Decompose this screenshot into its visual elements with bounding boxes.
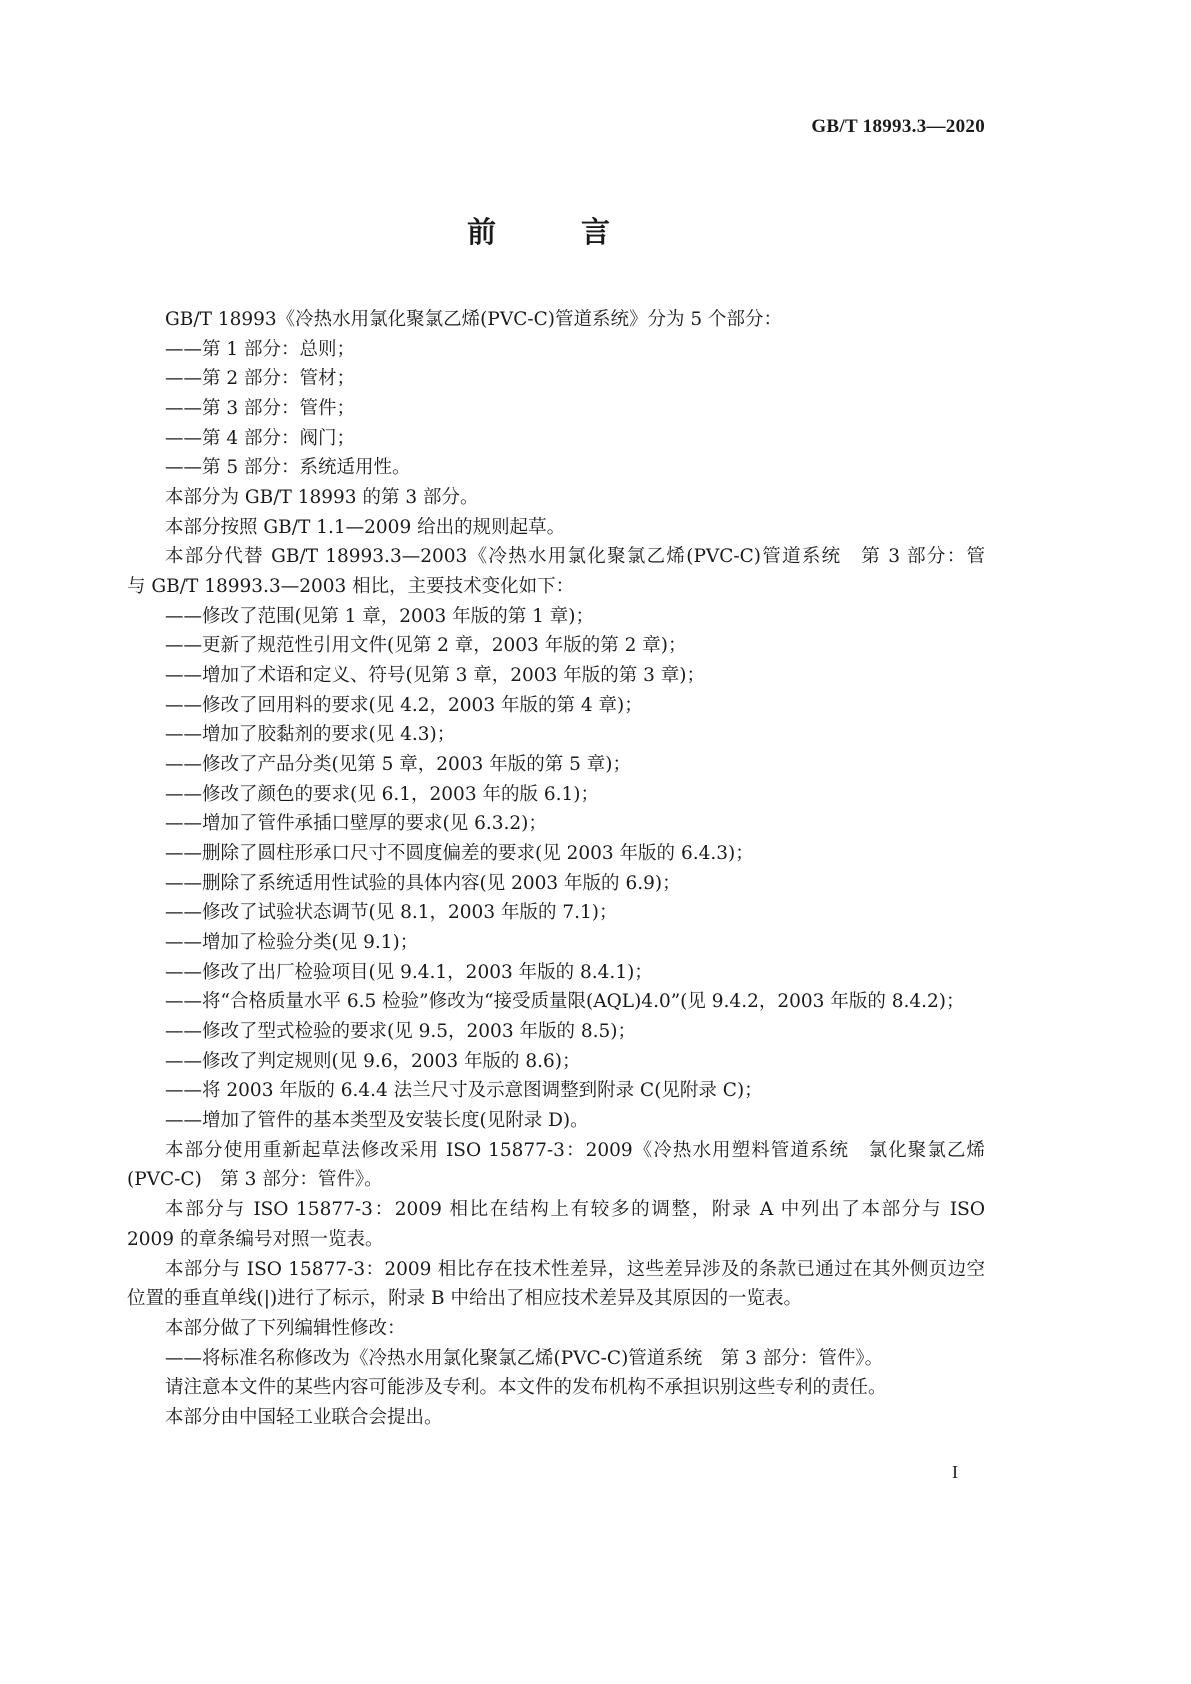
list-item: ——修改了判定规则(见 9.6，2003 年版的 8.6)； [165,1050,581,1072]
paragraph-line: 请注意本文件的某些内容可能涉及专利。本文件的发布机构不承担识别这些专利的责任。 [165,1377,887,1399]
list-item: ——修改了型式检验的要求(见 9.5，2003 年版的 8.5)； [165,1021,637,1043]
list-item: ——删除了圆柱形承口尺寸不圆度偏差的要求(见 2003 年版的 6.4.3)； [165,843,754,865]
page-number: I [952,1462,958,1482]
paragraph-line: 本部分由中国轻工业联合会提出。 [165,1406,443,1428]
page-title: 前 言 [466,215,638,249]
list-item: ——修改了回用料的要求(见 4.2，2003 年版的第 4 章)； [165,694,643,716]
list-item: ——增加了管件承插口壁厚的要求(见 6.3.2)； [165,813,547,835]
list-item: ——修改了出厂检验项目(见 9.4.1，2003 年版的 8.4.1)； [165,961,653,983]
list-item: ——第 1 部分：总则； [165,338,356,360]
list-item: ——第 3 部分：管件； [165,398,356,420]
paragraph-line: 本部分做了下列编辑性修改： [165,1317,406,1339]
list-item: ——第 4 部分：阀门； [165,427,356,449]
list-item: ——修改了颜色的要求(见 6.1，2003 年的版 6.1)； [165,783,600,805]
list-item: ——将“合格质量水平 6.5 检验”修改为“接受质量限(AQL)4.0”(见 9.4.2，2003 年版的 8.4.2)； [165,991,965,1013]
paragraph-line: 与 GB/T 18993.3—2003 相比，主要技术变化如下： [127,576,575,598]
standard-code-header: GB/T 18993.3—2020 [811,116,985,137]
list-item: ——增加了管件的基本类型及安装长度(见附录 D)。 [165,1110,589,1132]
list-item: ——更新了规范性引用文件(见第 2 章，2003 年版的第 2 章)； [165,635,687,657]
list-item: ——删除了系统适用性试验的具体内容(见 2003 年版的 6.9)； [165,872,681,894]
paragraph-line: (PVC-C) 第 3 部分：管件》。 [127,1169,383,1191]
paragraph-line: 本部分代替 GB/T 18993.3—2003《冷热水用氯化聚氯乙烯(PVC-C)管道系统 第 3 部分：管 [165,546,985,568]
list-item: ——增加了胶黏剂的要求(见 4.3)； [165,724,456,746]
list-item: ——第 5 部分：系统适用性。 [165,457,411,479]
list-item: ——增加了检验分类(见 9.1)； [165,932,419,954]
paragraph-line: 本部分使用重新起草法修改采用 ISO 15877-3：2009《冷热水用塑料管道系统 氯化聚氯乙烯 [165,1139,985,1161]
list-item: ——第 2 部分：管材； [165,368,356,390]
paragraph-line: 2009 的章条编号对照一览表。 [127,1228,384,1250]
list-item: ——将 2003 年版的 6.4.4 法兰尺寸及示意图调整到附录 C(见附录 C)； [165,1080,763,1102]
list-item: ——修改了试验状态调节(见 8.1，2003 年版的 7.1)； [165,902,618,924]
paragraph-line: 本部分为 GB/T 18993 的第 3 部分。 [165,487,479,509]
paragraph-line: 本部分与 ISO 15877-3：2009 相比存在技术性差异，这些差异涉及的条款已通过在其外侧页边空 [165,1258,985,1280]
list-item: ——增加了术语和定义、符号(见第 3 章，2003 年版的第 3 章)； [165,665,705,687]
paragraph-line: 本部分按照 GB/T 1.1—2009 给出的规则起草。 [165,516,566,538]
paragraph-line: 本部分与 ISO 15877-3：2009 相比在结构上有较多的调整，附录 A 中列出了本部分与 ISO [165,1199,985,1221]
document-body [127,305,985,1433]
list-item: ——修改了产品分类(见第 5 章，2003 年版的第 5 章)； [165,754,631,776]
list-item: ——将标准名称修改为《冷热水用氯化聚氯乙烯(PVC-C)管道系统 第 3 部分：管件》。 [165,1347,884,1369]
paragraph-line: 位置的垂直单线(|)进行了标示，附录 B 中给出了相应技术差异及其原因的一览表。 [127,1288,803,1310]
paragraph-line: GB/T 18993《冷热水用氯化聚氯乙烯(PVC-C)管道系统》分为 5 个部分： [165,309,783,330]
list-item: ——修改了范围(见第 1 章，2003 年版的第 1 章)； [165,605,594,627]
